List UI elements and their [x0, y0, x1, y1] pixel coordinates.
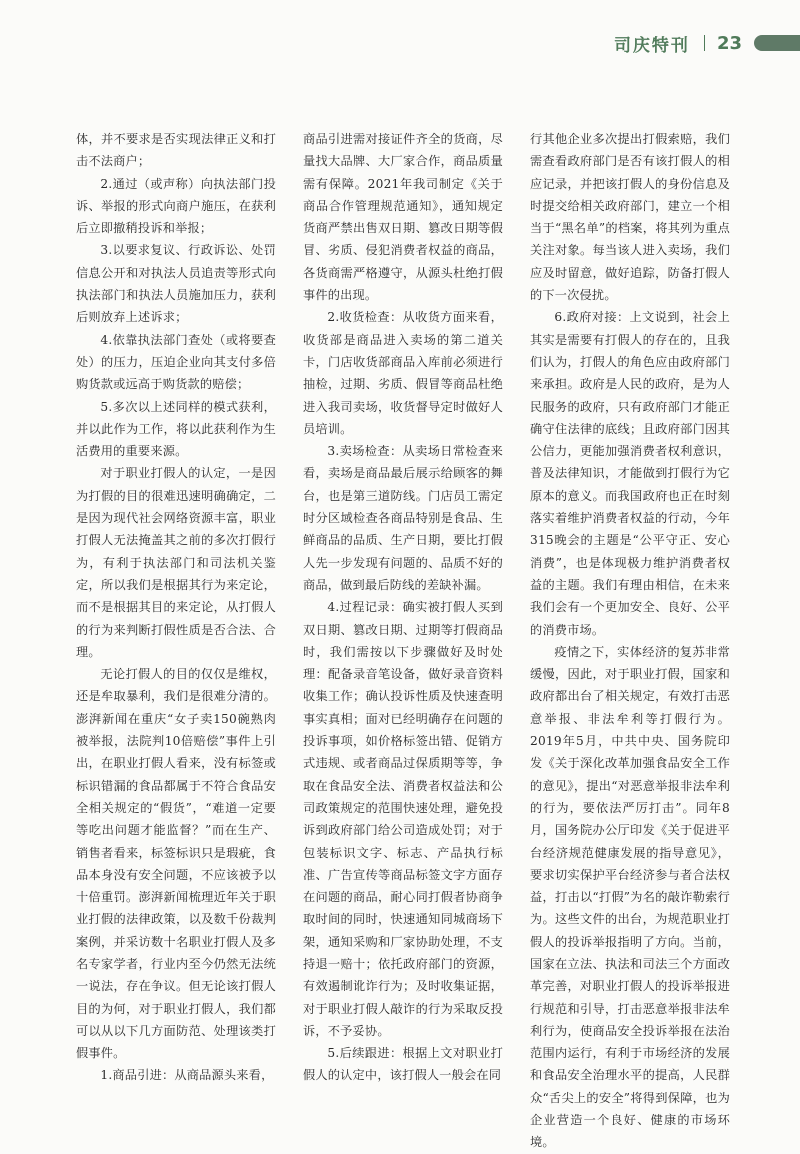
- column-1: [76, 128, 276, 1154]
- page-number: 23: [716, 32, 742, 54]
- paragraph: 5.多次以上述同样的模式获利，并以此作为工作，将以此获利作为生活费用的重要来源。: [76, 399, 276, 459]
- paragraph: 行其他企业多次提出打假索赔，我们需查看政府部门是否有该打假人的相应记录，并把该打假人的身份信息及时提交给相关政府部门，建立一个相当于“黑名单”的档案，将其列为重点关注对象。每当该人进入卖场，我们应及时留意，做好追踪，防备打假人的下一次侵扰。: [530, 132, 730, 303]
- page-header: [614, 30, 800, 56]
- article-body: [76, 128, 730, 1154]
- paragraph: 6.政府对接：上文说到，社会上其实是需要有打假人的存在的，且我们认为，打假人的角色应由政府部门来承担。政府是人民的政府，是为人民服务的政府，只有政府部门才能正确守住法律的底线；且政府部门因其公信力，更能加强消费者权利意识，普及法律知识，才能做到打假行为它原本的意义。而我国政府也正在时刻落实着维护消费者权益的行动，今年315晚会的主题是“公平守正、安心消费”，也是体现极力维护消费者权益的主题。我们有理由相信，在未来我们会有一个更加安全、良好、公平的消费市场。: [530, 310, 730, 637]
- paragraph: 2.收货检查：从收货方面来看，收货部是商品进入卖场的第二道关卡，门店收货部商品入库前必须进行抽检，过期、劣质、假冒等商品杜绝进入我司卖场，收货督导定时做好人员培训。: [303, 310, 503, 436]
- paragraph: 疫情之下，实体经济的复苏非常缓慢，因此，对于职业打假，国家和政府都出台了相关规定，有效打击恶意举报、非法牟利等打假行为。2019年5月，中共中央、国务院印发《关于深化改革加强食品安全工作的意见》，提出“对恶意举报非法牟利的行为，要依法严厉打击”。同年8月，国务院办公厅印发《关于促进平台经济规范健康发展的指导意见》，要求切实保护平台经济参与者合法权益，打击以“打假”为名的敲诈勒索行为。这些文件的出台，为规范职业打假人的投诉举报指明了方向。当前，国家在立法、执法和司法三个方面改革完善，对职业打假人的投诉举报进行规范和引导，打击恶意举报非法牟利行为，使商品安全投诉举报在法治范围内运行，有利于市场经济的发展和食品安全治理水平的提高，人民群众“舌尖上的安全”将得到保障，也为企业营造一个良好、健康的市场环境。: [530, 644, 730, 1150]
- paragraph: 1.商品引进：从商品源头来看，: [100, 1068, 274, 1083]
- paragraph: 3.卖场检查：从卖场日常检查来看，卖场是商品最后展示给顾客的舞台，也是第三道防线。门店员工需定时分区域检查各商品特别是食品、生鲜商品的品质、生产日期，要比打假人先一步发现有问题的、品质不好的商品，做到最后防线的差缺补漏。: [303, 444, 503, 592]
- paragraph: 体，并不要求是否实现法律正义和打击不法商户；: [76, 132, 276, 169]
- paragraph: 无论打假人的目的仅仅是维权，还是牟取暴利，我们是很难分清的。澎湃新闻在重庆“女子卖150碗熟肉被举报，法院判10倍赔偿”事件上引出，在职业打假人看来，没有标签或标识错漏的食品都属于不符合食品安全相关规定的“假货”，“难道一定要等吃出问题才能监督？”而在生产、销售者看来，标签标识只是瑕疵，食品本身没有安全问题，不应该被予以十倍重罚。澎湃新闻梳理近年关于职业打假的法律政策，以及数千份裁判案例，并采访数十名职业打假人及多名专家学者，行业内至今仍然无法统一说法，存在争议。但无论该打假人目的为何，对于职业打假人，我们都可以从以下几方面防范、处理该类打假事件。: [76, 667, 276, 1061]
- paragraph: 3.以要求复议、行政诉讼、处罚信息公开和对执法人员追责等形式向执法部门和执法人员施加压力，获利后则放弃上述诉求；: [76, 243, 276, 325]
- paragraph: 2.通过（或声称）向执法部门投诉、举报的形式向商户施压，在获利后立即撤稍投诉和举报；: [76, 176, 276, 236]
- column-3: [530, 128, 730, 1154]
- paragraph: 4.依靠执法部门查处（或将要查处）的压力，压迫企业向其支付多倍购货款或远高于购货款的赔偿；: [76, 332, 276, 392]
- paragraph: 4.过程记录：确实被打假人买到双日期、篡改日期、过期等打假商品时，我们需按以下步骤做好及时处理：配备录音笔设备，做好录音资料收集工作；确认投诉性质及快速查明事实真相；面对已经明确存在问题的投诉事项，如价格标签出错、促销方式违规、或者商品过保质期等等，争取在食品安全法、消费者权益法和公司政策规定的范围快速处理，避免投诉到政府部门给公司造成处罚；对于包装标识文字、标志、产品执行标准、广告宣传等商品标签文字方面存在问题的商品，耐心同打假者协商争取时间的同时，快速通知同城商场下架，通知采购和厂家协助处理，不支持退一赔十；依托政府部门的资源，有效遏制讹诈行为；及时收集证据，对于职业打假人敲诈的行为采取反投诉，不予妥协。: [303, 600, 503, 1038]
- publication-title: 司庆特刊: [613, 35, 690, 56]
- paragraph: 5.后续跟进：根据上文对职业打假人的认定中，该打假人一般会在同: [303, 1046, 503, 1083]
- paragraph: 对于职业打假人的认定，一是因为打假的目的很难迅速明确确定，二是因为现代社会网络资源丰富，职业打假人无法掩盖其之前的多次打假行为，有利于执法部门和司法机关鉴定，所以我们是根据其行为来定论，而不是根据其目的来定论，从打假人的行为来判断打假性质是否合法、合理。: [76, 466, 276, 659]
- header-accent-bar: [754, 35, 800, 51]
- header-divider: [704, 35, 705, 51]
- column-2: [303, 128, 503, 1154]
- paragraph: 商品引进需对接证件齐全的货商，尽量找大品牌、大厂家合作，商品质量需有保障。2021年我司制定《关于商品合作管理规范通知》，通知规定货商严禁出售双日期、篡改日期等假冒、劣质、侵犯消费者权益的商品，各货商需严格遵守，从源头杜绝打假事件的出现。: [303, 132, 503, 303]
